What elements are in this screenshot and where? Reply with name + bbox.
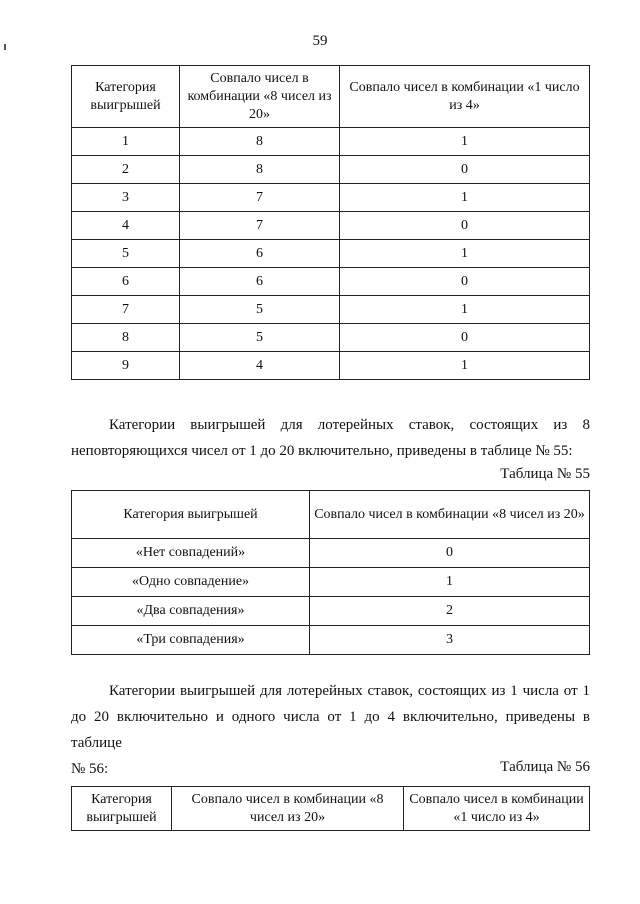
paragraph-line: № 56: — [71, 761, 109, 777]
table-cell: 1 — [340, 184, 590, 212]
table-row — [72, 568, 590, 597]
paragraph-line: Категории выигрышей для лотерейных ставок, состоящих из 1 числа от 1 — [109, 683, 590, 699]
header-category: Категория выигрышей — [72, 66, 180, 128]
table-cell: 2 — [72, 156, 180, 184]
table-cell: 6 — [180, 268, 340, 296]
header-matched-8-of-20: Совпало чисел в комбинации «8 чисел из 20» — [310, 491, 590, 539]
table-cell: 5 — [180, 296, 340, 324]
paragraph-table-55-intro — [71, 412, 590, 464]
table-cell: 0 — [340, 212, 590, 240]
table-cell: 4 — [72, 212, 180, 240]
paragraph-line: Категории выигрышей для лотерейных ставок, состоящих из 8 — [109, 417, 590, 433]
table-row — [72, 128, 590, 156]
table-row — [72, 597, 590, 626]
table-row — [72, 324, 590, 352]
table-56-caption: Таблица № 56 — [500, 759, 590, 775]
table-header-row — [72, 66, 590, 128]
table-cell: 7 — [180, 184, 340, 212]
table-row — [72, 539, 590, 568]
table-cell: «Два совпадения» — [72, 597, 310, 626]
table-cell: 6 — [72, 268, 180, 296]
table-cell: «Одно совпадение» — [72, 568, 310, 597]
table-cell: 1 — [340, 240, 590, 268]
table-56 — [71, 786, 590, 831]
table-cell: 9 — [72, 352, 180, 380]
table-row — [72, 352, 590, 380]
header-category: Категория выигрышей — [72, 787, 172, 831]
table-cell: 8 — [180, 156, 340, 184]
header-category: Категория выигрышей — [72, 491, 310, 539]
paragraph-line: неповторяющихся чисел от 1 до 20 включительно, приведены в таблице № 55: — [71, 443, 573, 459]
paragraph-line: до 20 включительно и одного числа от 1 до 4 включительно, приведены в таблице — [71, 709, 590, 751]
table-cell: 4 — [180, 352, 340, 380]
table-cell: 3 — [310, 626, 590, 655]
table-cell: 1 — [340, 296, 590, 324]
header-matched-1-of-4: Совпало чисел в комбинации «1 число из 4» — [340, 66, 590, 128]
table-row — [72, 156, 590, 184]
table-cell: 2 — [310, 597, 590, 626]
table-row — [72, 626, 590, 655]
table-row — [72, 268, 590, 296]
header-matched-1-of-4: Совпало чисел в комбинации «1 число из 4» — [404, 787, 590, 831]
page-number: 59 — [312, 33, 328, 49]
table-cell: 0 — [340, 268, 590, 296]
table-cell: 6 — [180, 240, 340, 268]
table-cell: 1 — [72, 128, 180, 156]
table-cell: 0 — [310, 539, 590, 568]
table-55 — [71, 490, 590, 655]
table-cell: 7 — [72, 296, 180, 324]
table-row — [72, 296, 590, 324]
table-cell: 8 — [180, 128, 340, 156]
table-cell: 0 — [340, 156, 590, 184]
table-header-row — [72, 491, 590, 539]
table-cell: 3 — [72, 184, 180, 212]
table-row — [72, 184, 590, 212]
header-matched-8-of-20: Совпало чисел в комбинации «8 чисел из 20» — [172, 787, 404, 831]
table-cell: «Нет совпадений» — [72, 539, 310, 568]
header-matched-8-of-20: Совпало чисел в комбинации «8 чисел из 20» — [180, 66, 340, 128]
table-cell: 1 — [310, 568, 590, 597]
table-cell: 5 — [72, 240, 180, 268]
table-cell: 8 — [72, 324, 180, 352]
table-cell: 7 — [180, 212, 340, 240]
table-55-caption: Таблица № 55 — [500, 466, 590, 482]
table-cell: «Три совпадения» — [72, 626, 310, 655]
table-row — [72, 240, 590, 268]
table-cell: 1 — [340, 352, 590, 380]
table-54 — [71, 65, 590, 380]
table-cell: 0 — [340, 324, 590, 352]
table-cell: 1 — [340, 128, 590, 156]
table-row — [72, 212, 590, 240]
table-cell: 5 — [180, 324, 340, 352]
table-header-row — [72, 787, 590, 831]
